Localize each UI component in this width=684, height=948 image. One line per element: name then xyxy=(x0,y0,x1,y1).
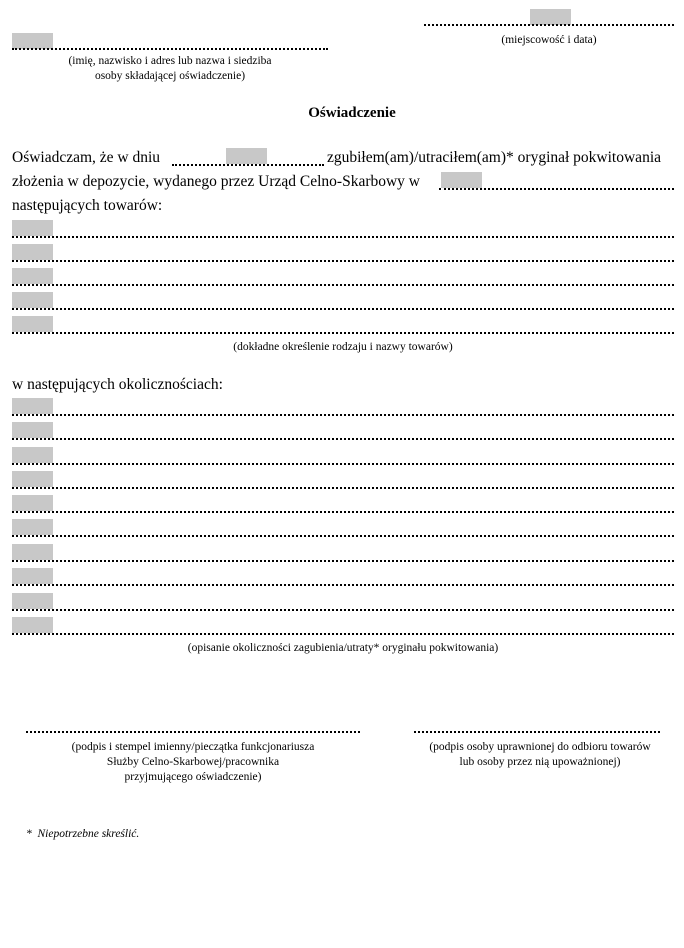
authorized-signature-line[interactable] xyxy=(414,731,660,733)
circumstances-field-7[interactable] xyxy=(12,544,53,560)
declaration-line1-start: Oświadczam, że w dniu xyxy=(12,149,161,166)
applicant-caption xyxy=(12,54,328,84)
circumstances-line-9 xyxy=(12,609,674,611)
circumstances-line-8 xyxy=(12,584,674,586)
goods-line-1 xyxy=(12,236,674,238)
goods-line-2 xyxy=(12,260,674,262)
date-field[interactable] xyxy=(226,148,267,164)
authorized-caption-line2: lub osoby przez nią upoważnionej) xyxy=(459,756,621,768)
official-signature-caption xyxy=(26,740,360,785)
circumstances-field-2[interactable] xyxy=(12,422,53,438)
circumstances-field-1[interactable] xyxy=(12,398,53,414)
authorized-caption-line1: (podpis osoby uprawnionej do odbioru towarów xyxy=(429,741,651,753)
circumstances-label: w następujących okolicznościach: xyxy=(12,376,223,393)
goods-line-5 xyxy=(12,332,674,334)
applicant-caption-line1: (imię, nazwisko i adres lub nazwa i siedziba xyxy=(68,55,272,67)
applicant-field[interactable] xyxy=(12,33,53,49)
circumstances-line-3 xyxy=(12,463,674,465)
circumstances-line-5 xyxy=(12,511,674,513)
goods-field-2[interactable] xyxy=(12,244,53,260)
declaration-line2: złożenia w depozycie, wydanego przez Urząd Celno-Skarbowy w xyxy=(12,173,421,190)
place-date-caption: (miejscowość i data) xyxy=(501,34,597,46)
official-signature-line[interactable] xyxy=(26,731,360,733)
circumstances-line-1 xyxy=(12,414,674,416)
circumstances-field-4[interactable] xyxy=(12,471,53,487)
authorized-signature-caption xyxy=(400,740,680,770)
circumstances-field-5[interactable] xyxy=(12,495,53,511)
circumstances-line-10 xyxy=(12,633,674,635)
circumstances-field-9[interactable] xyxy=(12,593,53,609)
office-line xyxy=(439,188,674,190)
circumstances-line-6 xyxy=(12,535,674,537)
page-title: Oświadczenie xyxy=(308,105,396,121)
circumstances-field-6[interactable] xyxy=(12,519,53,535)
official-caption-line3: przyjmującego oświadczenie) xyxy=(124,771,262,783)
circumstances-field-10[interactable] xyxy=(12,617,53,633)
goods-line-4 xyxy=(12,308,674,310)
place-date-field[interactable] xyxy=(530,9,571,25)
date-line xyxy=(172,164,324,166)
official-caption-line1: (podpis i stempel imienny/pieczątka funkcjonariusza xyxy=(71,741,315,753)
footnote: * Niepotrzebne skreślić. xyxy=(26,828,140,840)
circumstances-field-8[interactable] xyxy=(12,568,53,584)
circumstances-line-2 xyxy=(12,438,674,440)
official-caption-line2: Służby Celno-Skarbowej/pracownika xyxy=(106,756,280,768)
circumstances-caption: (opisanie okoliczności zagubienia/utraty* oryginału pokwitowania) xyxy=(187,642,499,654)
place-date-line xyxy=(424,24,674,26)
declaration-line1-end: zgubiłem(am)/utraciłem(am)* oryginał pokwitowania xyxy=(327,149,661,166)
circumstances-line-4 xyxy=(12,487,674,489)
goods-field-1[interactable] xyxy=(12,220,53,236)
applicant-line xyxy=(12,48,328,50)
goods-line-3 xyxy=(12,284,674,286)
office-field[interactable] xyxy=(441,172,482,188)
declaration-line3: następujących towarów: xyxy=(12,197,163,214)
goods-field-5[interactable] xyxy=(12,316,53,332)
goods-field-4[interactable] xyxy=(12,292,53,308)
applicant-caption-line2: osoby składającej oświadczenie) xyxy=(94,70,246,82)
goods-caption: (dokładne określenie rodzaju i nazwy towarów) xyxy=(233,341,453,353)
goods-field-3[interactable] xyxy=(12,268,53,284)
circumstances-line-7 xyxy=(12,560,674,562)
circumstances-field-3[interactable] xyxy=(12,447,53,463)
